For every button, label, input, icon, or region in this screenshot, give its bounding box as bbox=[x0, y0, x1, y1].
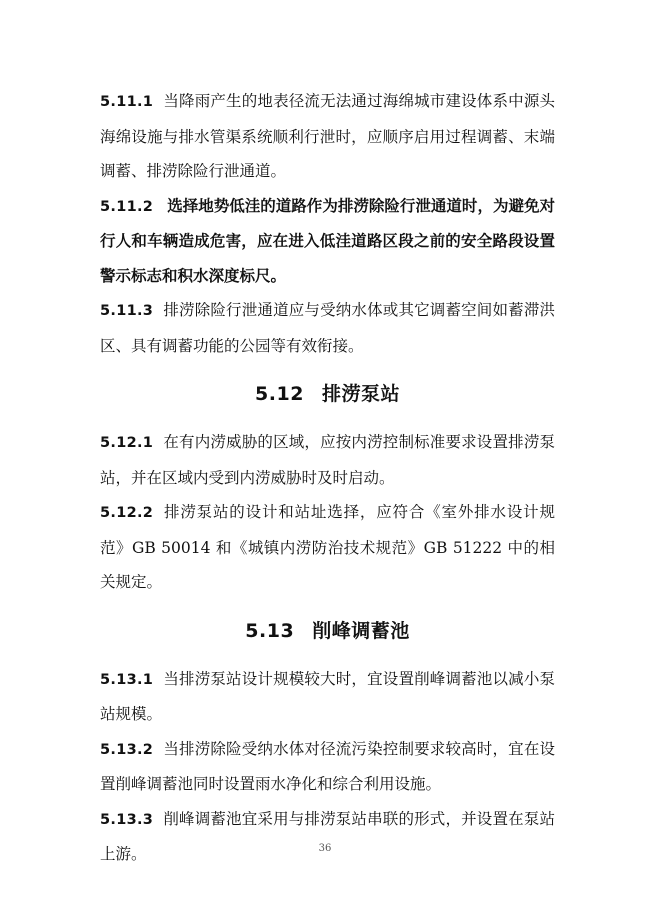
clause-5-13-2 bbox=[100, 732, 555, 802]
clause-text: 排涝除险行泄通道应与受纳水体或其它调蓄空间如蓄滞洪区、具有调蓄功能的公园等有效衔接。 bbox=[100, 301, 555, 355]
page-number: 36 bbox=[318, 843, 332, 854]
clause-text: 当排涝泵站设计规模较大时，宜设置削峰调蓄池以减小泵站规模。 bbox=[100, 669, 555, 723]
clause-number: 5.12.1 bbox=[100, 435, 154, 451]
clause-text: 当排涝除险受纳水体对径流污染控制要求较高时，宜在设置削峰调蓄池同时设置雨水净化和综合利用设施。 bbox=[100, 739, 555, 793]
clause-5-12-1 bbox=[100, 425, 555, 495]
clause-number: 5.11.2 bbox=[100, 198, 154, 215]
clause-text: 选择地势低洼的道路作为排涝除险行泄通道时，为避免对行人和车辆造成危害，应在进入低洼道路区段之前的安全路段设置警示标志和积水深度标尺。 bbox=[100, 196, 555, 285]
document-body bbox=[100, 84, 555, 872]
section-heading-5-13 bbox=[100, 600, 555, 662]
section-heading-5-12 bbox=[100, 363, 555, 425]
clause-text: 当降雨产生的地表径流无法通过海绵城市建设体系中源头海绵设施与排水管渠系统顺利行泄时，应顺序启用过程调蓄、末端调蓄、排涝除险行泄通道。 bbox=[100, 92, 555, 180]
clause-text: 削峰调蓄池宜采用与排涝泵站串联的形式，并设置在泵站上游。 bbox=[100, 809, 555, 863]
clause-5-11-3 bbox=[100, 293, 555, 363]
clause-text: 在有内涝威胁的区域，应按内涝控制标准要求设置排涝泵站，并在区域内受到内涝威胁时及时启动。 bbox=[100, 433, 555, 487]
clause-number: 5.13.2 bbox=[100, 741, 154, 758]
clause-5-13-3 bbox=[100, 802, 555, 872]
clause-5-12-2 bbox=[100, 495, 555, 600]
section-title: 削峰调蓄池 bbox=[312, 619, 410, 642]
clause-number: 5.11.3 bbox=[100, 303, 154, 319]
clause-number: 5.13.3 bbox=[100, 811, 154, 828]
clause-5-13-1 bbox=[100, 662, 555, 732]
section-number: 5.12 bbox=[255, 383, 304, 405]
clause-5-11-1 bbox=[100, 84, 555, 189]
clause-number: 5.12.2 bbox=[100, 505, 154, 521]
clause-text: 排涝泵站的设计和站址选择，应符合《室外排水设计规范》GB 50014 和《城镇内涝防治技术规范》GB 51222 中的相关规定。 bbox=[100, 503, 555, 591]
clause-number: 5.11.1 bbox=[100, 94, 154, 110]
section-title: 排涝泵站 bbox=[321, 383, 400, 405]
clause-5-11-2 bbox=[100, 189, 555, 294]
section-number: 5.13 bbox=[245, 619, 295, 642]
clause-number: 5.13.1 bbox=[100, 671, 154, 688]
